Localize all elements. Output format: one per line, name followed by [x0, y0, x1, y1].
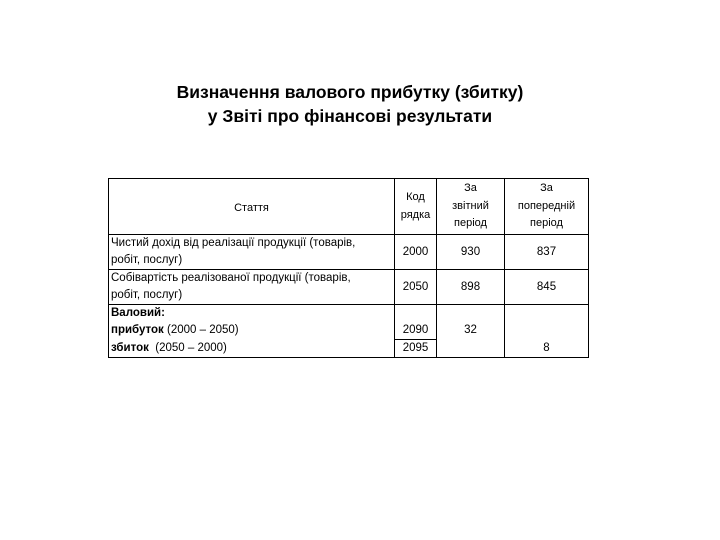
financial-results-table [108, 178, 589, 358]
row-cost-name-line-2: робіт, послуг) [111, 289, 183, 301]
header-article-label: Стаття [234, 201, 269, 214]
gross-profit-formula: (2000 – 2050) [167, 324, 239, 337]
gross-loss-label: збиток [111, 341, 149, 354]
gross-profit-previous [505, 322, 589, 340]
header-previous-period [505, 179, 589, 235]
gross-loss-formula: (2050 – 2000) [155, 341, 227, 354]
table-row-gross-loss [109, 340, 589, 358]
gross-heading: Валовий: [109, 305, 395, 323]
row-revenue-name-line-2: робіт, послуг) [111, 254, 183, 266]
header-previous-line-1: За [540, 182, 553, 195]
title-line-1: Визначення валового прибутку (збитку) [176, 82, 524, 102]
gross-profit-name [109, 322, 395, 340]
row-revenue-name-line-1: Чистий дохід від реалізації продукції (товарів, [111, 237, 356, 249]
table-row-gross-heading [109, 305, 589, 323]
header-current-period [437, 179, 505, 235]
title-line-2: у Звіті про фінансові результати [207, 106, 493, 126]
header-previous-line-2: попередній [517, 199, 576, 212]
header-current-line-2: звітний [452, 199, 489, 212]
row-revenue-name [109, 235, 395, 270]
header-current-line-3: період [454, 217, 487, 230]
gross-heading-current [437, 305, 505, 323]
row-cost-previous: 845 [505, 270, 589, 305]
row-revenue-current: 930 [437, 235, 505, 270]
table-row-cost [109, 270, 589, 305]
row-revenue-code: 2000 [395, 235, 437, 270]
gross-profit-code: 2090 [395, 322, 437, 340]
gross-heading-code [395, 305, 437, 323]
row-cost-name-line-1: Собівартість реалізованої продукції (товарів, [111, 272, 351, 284]
header-previous-line-3: період [530, 217, 563, 230]
page-title [0, 80, 700, 128]
row-revenue-previous: 837 [505, 235, 589, 270]
table-row-revenue [109, 235, 589, 270]
header-code-line-2: рядка [400, 208, 431, 221]
gross-loss-previous: 8 [505, 340, 589, 358]
row-cost-current: 898 [437, 270, 505, 305]
header-current-line-1: За [464, 182, 477, 195]
header-code-line-1: Код [406, 191, 425, 203]
table-header-row [109, 179, 589, 235]
table-row-gross-profit [109, 322, 589, 340]
gross-loss-code: 2095 [395, 340, 437, 358]
row-cost-name [109, 270, 395, 305]
gross-heading-previous [505, 305, 589, 323]
gross-loss-current [437, 340, 505, 358]
header-code [395, 179, 437, 235]
row-cost-code: 2050 [395, 270, 437, 305]
gross-loss-name [109, 340, 395, 358]
gross-profit-current: 32 [437, 322, 505, 340]
header-article [109, 179, 395, 235]
gross-profit-label: прибуток [111, 324, 164, 337]
